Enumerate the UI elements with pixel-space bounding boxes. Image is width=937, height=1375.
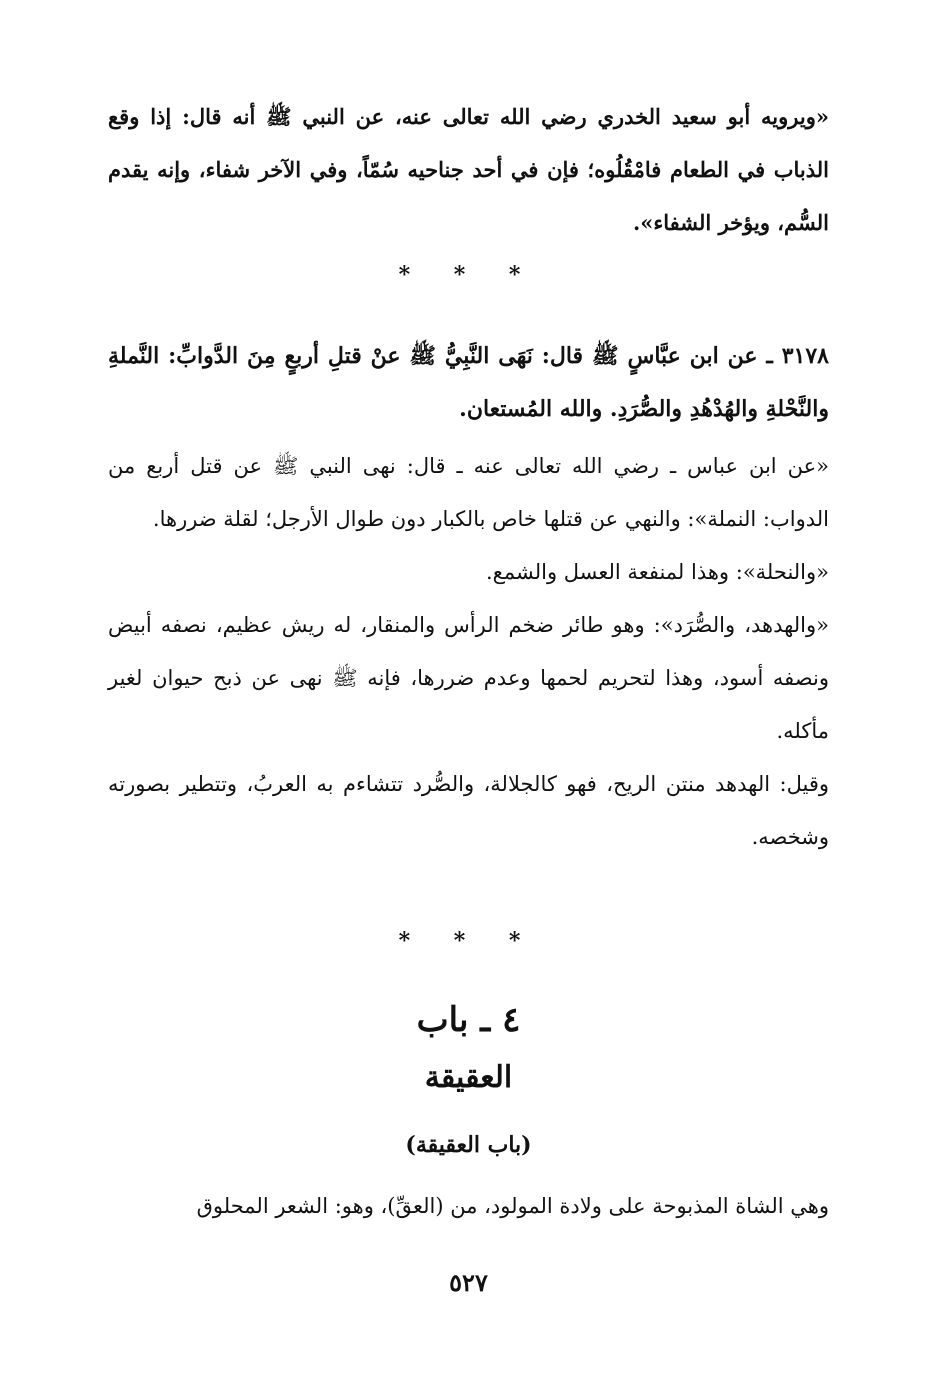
commentary-paragraph: «والهدهد، والصُّرَد»: وهو طائر ضخم الرأس والمنقار، له ريش عظيم، نصفه أبيض ونصفه أسود، وهذا لتحريم لحمها وعدم ضررها، فإنه ﷺ نهى عن ذبح حيوان لغير مأكله. — [108, 613, 829, 743]
commentary-paragraph: «عن ابن عباس ـ رضي الله تعالى عنه ـ قال: نهى النبي ﷺ عن قتل أربع من الدواب: النملة»: والنهي عن قتلها خاص بالكبار دون طوال الأرجل؛ لقلة ضررها. — [108, 454, 829, 531]
quote-paragraph: «ويرويه أبو سعيد الخدري رضي الله تعالى عنه، عن النبي ﷺ أنه قال: إذا وقع الذباب في الطعام فامْقُلُوه؛ فإن في أحد جناحيه سُمّاً، وفي الآخر شفاء، وإنه يقدم السُّم، ويؤخر الشفاء». — [108, 104, 829, 235]
commentary-block — [108, 440, 829, 864]
hadith-block — [108, 330, 829, 436]
hadith-quote-block — [108, 90, 829, 249]
chapter-subtitle: (باب العقيقة) — [405, 1132, 532, 1158]
chapter-intro — [108, 1180, 829, 1233]
section-separator: * * * — [398, 928, 539, 954]
chapter-intro-text: وهي الشاة المذبوحة على ولادة المولود، من (العقِّ)، وهو: الشعر المحلوق — [196, 1194, 829, 1218]
section-separator: * * * — [398, 262, 539, 288]
commentary-paragraph: «والنحلة»: وهذا لمنفعة العسل والشمع. — [485, 560, 829, 584]
page-number: ٥٢٧ — [449, 1268, 488, 1297]
chapter-title: العقيقة — [424, 1060, 513, 1095]
commentary-paragraph: وقيل: الهدهد منتن الريح، فهو كالجلالة، والصُّرد تتشاءم به العربُ، وتتطير بصورته وشخصه. — [108, 772, 829, 849]
chapter-number: ٤ ـ باب — [416, 1000, 521, 1040]
hadith-text: ٣١٧٨ ـ عن ابن عبَّاسٍ ﷺ قال: نَهَى النَّبِيُّ ﷺ عنْ قتلِ أربعٍ مِنَ الدَّوابِّ: النَّملةِ والنَّحْلةِ والهُدْهُدِ والصُّرَدِ. والله المُستعان. — [108, 343, 829, 422]
